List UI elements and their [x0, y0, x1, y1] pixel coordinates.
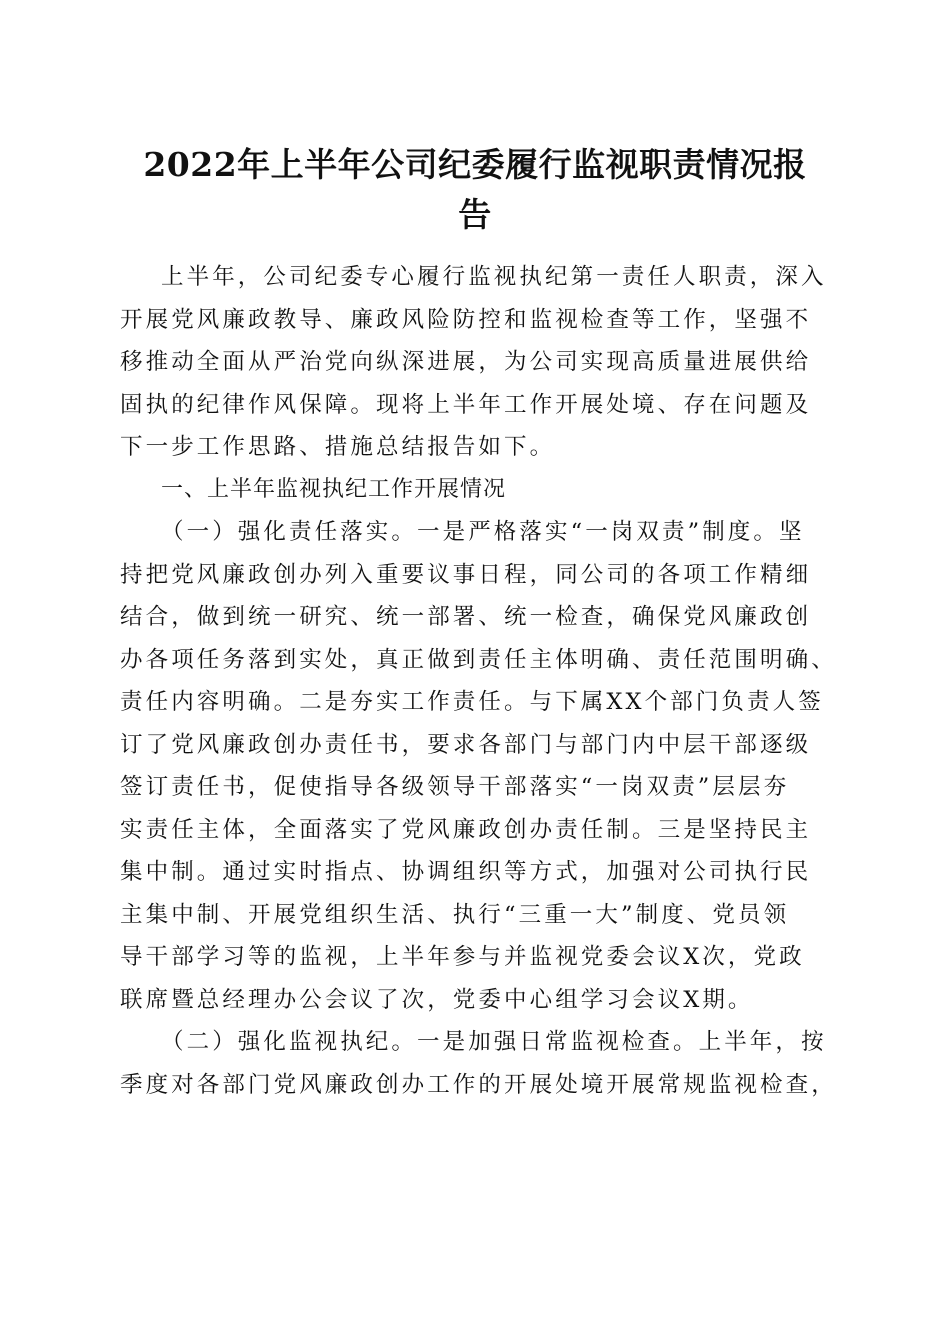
paragraph-line: 导干部学习等的监视，上半年参与并监视党委会议X次，党政	[120, 944, 805, 970]
paragraph-line: 季度对各部门党风廉政创办工作的开展处境开展常规监视检查，	[120, 1071, 837, 1098]
paragraph-line: 办各项任务落到实处，真正做到责任主体明确、责任范围明确、	[120, 646, 837, 673]
paragraph-line: 集中制。通过实时指点、协调组织等方式，加强对公司执行民	[120, 859, 812, 885]
title-line-1: 2022年上半年公司纪委履行监视职责情况报	[143, 145, 807, 184]
paragraph-line: （一）强化责任落实。一是严格落实“一岗双责”制度。坚	[161, 519, 805, 545]
paragraph-line: 移推动全面从严治党向纵深进展，为公司实现高质量进展供给	[120, 349, 812, 375]
document-title	[120, 140, 830, 240]
paragraph-line: 固执的纪律作风保障。现将上半年工作开展处境、存在问题及	[120, 391, 812, 418]
paragraph-line: 下一步工作思路、措施总结报告如下。	[120, 434, 556, 460]
title-line-2: 告	[458, 195, 492, 234]
paragraph-line: 责任内容明确。二是夯实工作责任。与下属XX个部门负责人签	[120, 689, 824, 715]
paragraph-line: 订了党风廉政创办责任书，要求各部门与部门内中层干部逐级	[120, 731, 812, 758]
paragraph-line: 结合，做到统一研究、统一部署、统一检查，确保党风廉政创	[120, 604, 812, 630]
subsection-paragraph-2	[120, 1021, 836, 1106]
section-heading: 一、上半年监视执纪工作开展情况	[161, 476, 507, 502]
paragraph-line: 签订责任书，促使指导各级领导干部落实“一岗双责”层层夯	[120, 774, 790, 800]
paragraph-line: 实责任主体，全面落实了党风廉政创办责任制。三是坚持民主	[120, 816, 812, 843]
subsection-paragraph-1	[120, 511, 836, 1021]
paragraph-line: 持把党风廉政创办列入重要议事日程，同公司的各项工作精细	[120, 561, 812, 588]
paragraph-line: 联席暨总经理办公会议了次，党委中心组学习会议X期。	[120, 986, 754, 1013]
intro-paragraph	[120, 256, 836, 469]
paragraph-line: （二）强化监视执纪。一是加强日常监视检查。上半年，按	[161, 1029, 827, 1055]
document-body	[120, 256, 836, 1106]
paragraph-line: 开展党风廉政教导、廉政风险防控和监视检查等工作，坚强不	[120, 306, 812, 333]
paragraph-line: 主集中制、开展党组织生活、执行“三重一大”制度、党员领	[120, 901, 790, 928]
paragraph-line: 上半年，公司纪委专心履行监视执纪第一责任人职责，深入	[161, 264, 827, 290]
